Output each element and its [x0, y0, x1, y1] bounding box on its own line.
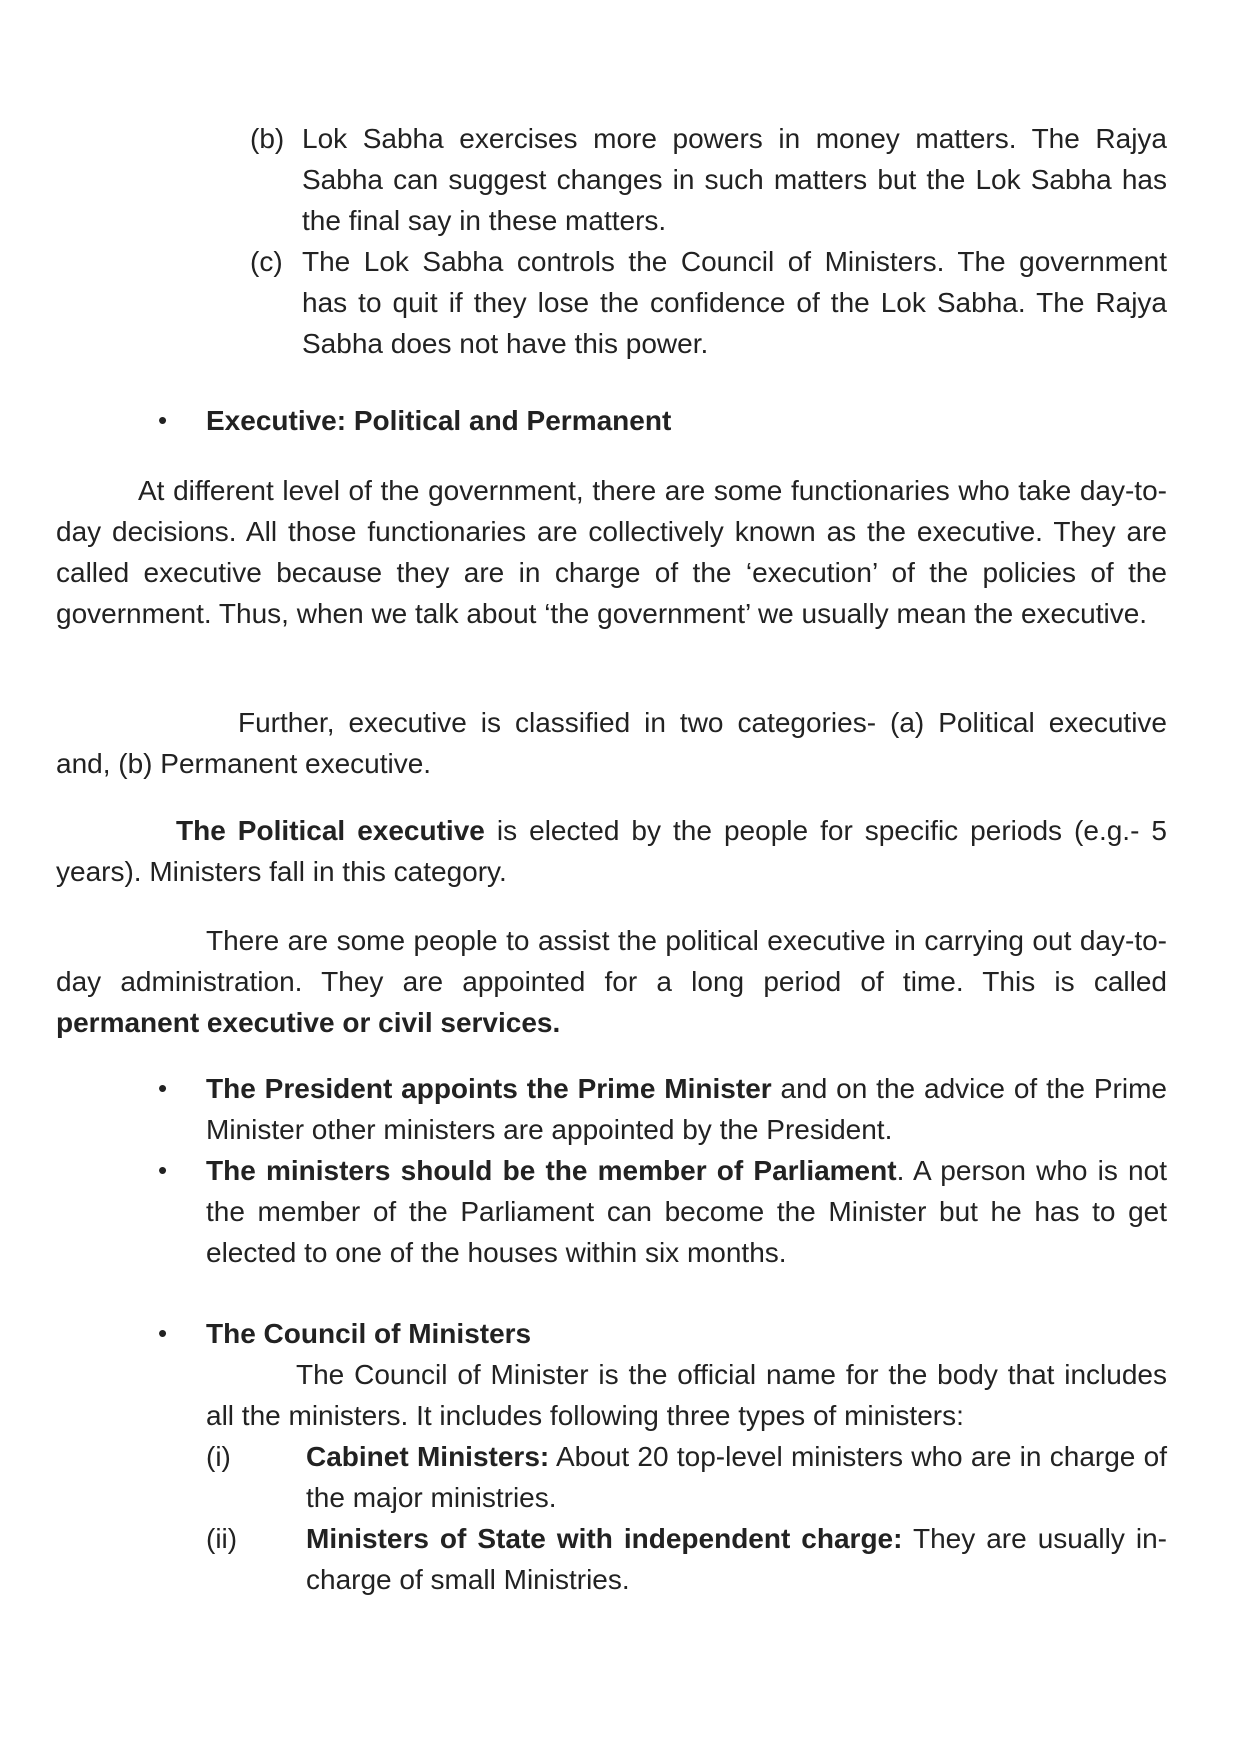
item-text — [306, 1436, 1167, 1518]
item-rest: About 20 top-level ministers who are in charge of the major ministries. — [306, 1441, 1167, 1513]
bullet-rest: and on the advice of the Prime Minister other ministers are appointed by the President. — [206, 1073, 1167, 1145]
paragraph — [56, 810, 1167, 892]
bold-term: The Political executive — [176, 815, 485, 846]
bold-term: permanent executive or civil services. — [56, 1007, 561, 1038]
bullet-icon: • — [158, 1318, 168, 1348]
bold-term: The President appoints the Prime Minister — [206, 1073, 772, 1104]
bullet-text — [206, 1150, 1167, 1273]
bullet-item — [158, 1068, 1167, 1150]
item-label: (i) — [206, 1441, 231, 1472]
paragraph-text: There are some people to assist the political executive in carrying out day-to-day administration. They are appointed for a long period of time. This is called — [56, 925, 1167, 997]
list-item — [206, 1518, 1167, 1600]
bullet-icon: • — [158, 405, 168, 435]
bullet-icon: • — [158, 1073, 168, 1103]
item-rest: They are usually in-charge of small Ministries. — [306, 1523, 1167, 1595]
bold-term: The ministers should be the member of Parliament — [206, 1155, 897, 1186]
item-text: Lok Sabha exercises more powers in money matters. The Rajya Sabha can suggest changes in such matters but the Lok Sabha has the final say in these matters. — [302, 123, 1167, 236]
section-heading: Executive: Political and Permanent — [206, 405, 672, 436]
paragraph-text: is elected by the people for specific periods (e.g.- 5 years). Ministers fall in this category. — [56, 815, 1167, 887]
paragraph — [56, 920, 1167, 1043]
paragraph: At different level of the government, there are some functionaries who take day-to-day decisions. All those functionaries are collectively known as the executive. They are called executive because they are in charge of the ‘execution’ of the policies of the government. Thus, when we talk about ‘the government’ we usually mean the executive. — [56, 475, 1167, 629]
item-label: (ii) — [206, 1523, 238, 1554]
bullet-rest: . A person who is not the member of the Parliament can become the Minister but he has to get elected to one of the houses within six months. — [206, 1155, 1167, 1268]
list-item — [206, 1436, 1167, 1518]
item-text: The Lok Sabha controls the Council of Ministers. The government has to quit if they lose the confidence of the Lok Sabha. The Rajya Sabha does not have this power. — [302, 246, 1167, 359]
bullet-icon: • — [158, 1155, 168, 1185]
list-item — [250, 118, 1167, 241]
section-heading-executive — [158, 400, 1167, 441]
paragraph: Further, executive is classified in two categories- (a) Political executive and, (b) Permanent executive. — [56, 707, 1167, 779]
lettered-list — [250, 118, 1167, 364]
item-text — [306, 1518, 1167, 1600]
item-label: (c) — [250, 246, 283, 277]
paragraph: The Council of Minister is the official name for the body that includes all the ministers. It includes following three types of ministers: — [206, 1359, 1167, 1431]
council-block — [206, 1313, 1167, 1600]
bold-term: Ministers of State with independent charge: — [306, 1523, 903, 1554]
bullet-item — [158, 1150, 1167, 1273]
item-label: (b) — [250, 123, 285, 154]
section-heading — [206, 1313, 1167, 1354]
list-item — [250, 241, 1167, 364]
bold-term: Cabinet Ministers: — [306, 1441, 550, 1472]
section-heading-council — [158, 1313, 1167, 1600]
bullet-text — [206, 1068, 1167, 1150]
heading-text: The Council of Ministers — [206, 1318, 532, 1349]
